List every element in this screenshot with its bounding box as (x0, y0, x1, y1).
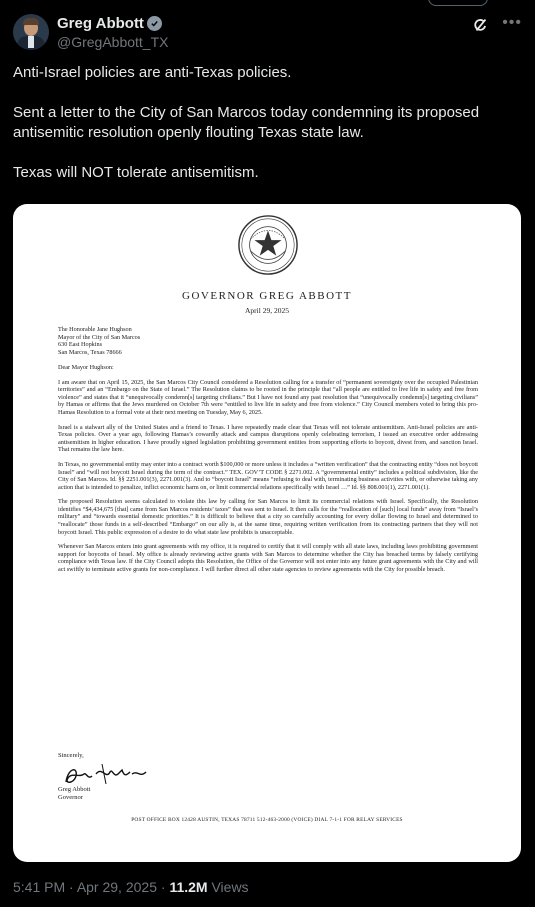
recipient-address (58, 326, 478, 356)
letter-date: April 29, 2025 (245, 306, 289, 315)
address-line: 630 East Hopkins (58, 341, 102, 349)
meta-separator: · (156, 879, 170, 895)
letterhead: GOVERNOR GREG ABBOTT (182, 290, 352, 302)
letter-paragraph: The proposed Resolution seems calculated to violate this law by calling for San Marcos to limit its commercial relations with Israel. Specifically, the Resolution identifies “$4,434,675 [that] came from San Marcos residents’ taxes” that was sent to Israel. It then calls for the “reallocation of [such] local funds” away from “Israel’s military” and “towards essential domestic priorities.” It is difficult to believe that a city so carefully accounting for every dollar flowing to Israel and determined to “reallocate” those funds in a self-described “Embargo” on our ally is, at the same time, requiring written verification from its contracting partners that they will not boycott Israel. This public expression of a desire to do what state law prohibits is unacceptable. (58, 498, 478, 536)
post-paragraph: Sent a letter to the City of San Marcos today condemning its proposed antisemitic resolution openly flouting Texas state law. (13, 104, 480, 141)
avatar[interactable] (13, 14, 49, 50)
salutation: Dear Mayor Hughson: (58, 363, 114, 371)
signer-block (58, 786, 90, 802)
post-text (13, 63, 518, 203)
post-header (13, 14, 522, 54)
post-meta (13, 879, 249, 895)
texas-governor-seal-icon (237, 214, 299, 276)
letter-footer: POST OFFICE BOX 12428 AUSTIN, TEXAS 78711 512-463-2000 (VOICE) DIAL 7-1-1 FOR RELAY SERVICES (131, 817, 403, 823)
view-count: 11.2M (169, 879, 208, 895)
letter-body (58, 326, 478, 581)
author-name-row[interactable] (57, 15, 162, 32)
post-paragraph: Texas will NOT tolerate antisemitism. (13, 164, 259, 181)
more-options-icon[interactable]: ••• (502, 14, 522, 31)
letter-image[interactable] (13, 204, 521, 862)
letter-paragraph: Whenever San Marcos enters into grant agreements with my office, it is required to certify that it will comply with all state laws, including laws prohibiting government support for boycotts of Israel. My office is already reviewing active grants with San Marcos to determine whether the City has breached terms by falsely certifying compliance with Texas law. If the City Council adopts this Resolution, the Office of the Governor will not enter into any future grant agreements with the City and will act swiftly to terminate active grants for non-compliance. I will further direct all other state agencies to review agreements with the City for possible breach. (58, 543, 478, 574)
post-paragraph: Anti-Israel policies are anti-Texas policies. (13, 64, 292, 81)
views-label: Views (207, 879, 249, 895)
meta-separator: · (65, 879, 77, 895)
author-name[interactable]: Greg Abbott (57, 15, 144, 32)
letter-paragraph: Israel is a stalwart ally of the United States and a friend to Texas. I have repeatedly made clear that Texas will not tolerate antisemitism. Anti-Israel policies are anti-Texas policies. Over a year ago, following Hamas’s cowardly attack and campus disruptions openly celebrating terrorism, I issued an executive order addressing antisemitism in higher education. I have proudly signed legislation prohibiting government entities from supporting efforts to boycott, divest from, and sanction Israel. That remains the law here. (58, 423, 478, 454)
address-line: The Honorable Jane Hughson (58, 326, 132, 333)
letter-paragraph: In Texas, no governmental entity may enter into a contract worth $100,000 or more unless it includes a “written verification” that the contracting entity “does not boycott Israel” and “will not boycott Israel during the term of the contract.” TEX. GOV’T CODE § 2271.002. A “governmental entity” includes a political subdivision, like the City of San Marcos. Id. §§ 2251.001(3), 2271.001(3). And to “boycott Israel” means “refusing to deal with, terminating business activities with, or otherwise taking any action that is intended to penalize, inflict economic harm on, or limit commercial relations specifically with Israel …” Id. §§ 808.001(1), 2271.001(1). (58, 460, 478, 491)
address-line: San Marcos, Texas 78666 (58, 348, 122, 356)
signer-name: Greg Abbott (58, 786, 91, 793)
follow-button-partial[interactable] (428, 0, 488, 6)
signer-title: Governor (58, 794, 83, 801)
post-date[interactable]: Apr 29, 2025 (76, 879, 157, 895)
post-time[interactable]: 5:41 PM (13, 879, 66, 895)
verified-badge-icon (147, 16, 162, 31)
grok-icon[interactable] (472, 16, 490, 34)
letter-paragraph: I am aware that on April 15, 2025, the San Marcos City Council considered a Resolution calling for a transfer of “permanent sovereignty over the occupied Palestinian territories” and an “Embargo on the State of Israel.” The Resolution claims to be rooted in the principle that “all people are entitled to live life in safety and free from violence” and states that it “unequivocally condemn[s] targeting civilians.” But I have not found any past resolution that “unequivocally condemn[s] targeting civilians” by Hamas or affirms that the Jews murdered on October 7th were “entitled to live life in safety and free from violence.” City Council members voted to bring this pro-Hamas Resolution to a formal vote at their next meeting on Tuesday, May 6, 2025. (58, 378, 478, 416)
closing: Sincerely, (58, 752, 84, 759)
address-line: Mayor of the City of San Marcos (58, 333, 141, 341)
author-handle[interactable]: @GregAbbott_TX (57, 34, 169, 50)
